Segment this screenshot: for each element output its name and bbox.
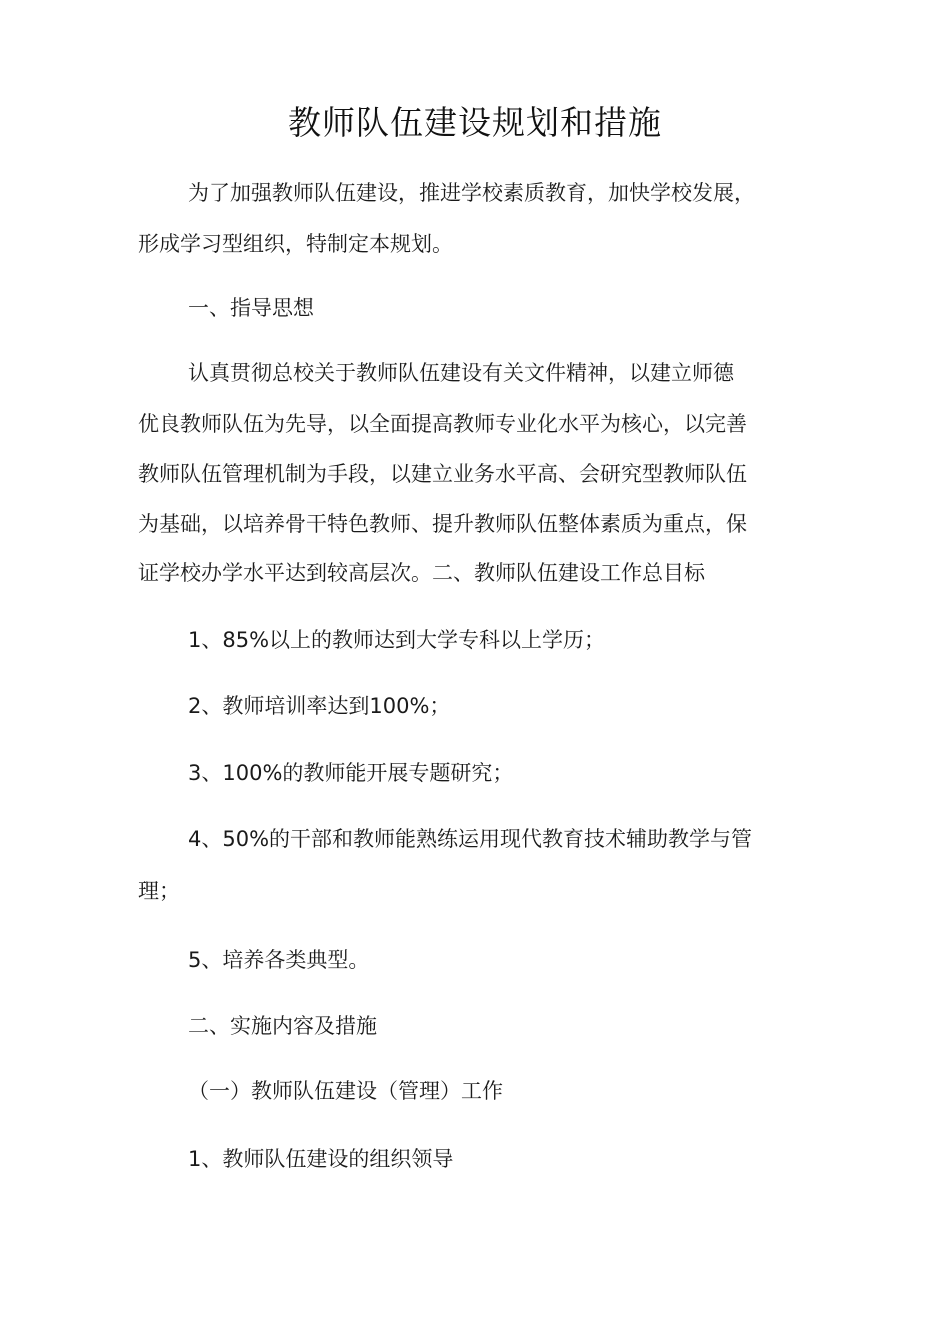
section-heading-guiding: 一、指导思想 <box>188 296 314 320</box>
guiding-line-2: 优良教师队伍为先导，以全面提高教师专业化水平为核心，以完善 <box>138 412 747 436</box>
goal-4-line-1: 4、50%的干部和教师能熟练运用现代教育技术辅助教学与管 <box>188 827 753 851</box>
section-heading-implementation: 二、实施内容及措施 <box>188 1014 377 1038</box>
goal-4-line-2: 理； <box>138 879 180 903</box>
goal-1: 1、85%以上的教师达到大学专科以上学历； <box>188 628 606 652</box>
intro-line-2: 形成学习型组织，特制定本规划。 <box>138 232 453 256</box>
guiding-line-5: 证学校办学水平达到较高层次。二、教师队伍建设工作总目标 <box>138 561 705 585</box>
goal-5: 5、培养各类典型。 <box>188 948 370 972</box>
intro-line-1: 为了加强教师队伍建设，推进学校素质教育，加快学校发展， <box>188 181 755 205</box>
guiding-line-1: 认真贯彻总校关于教师队伍建设有关文件精神，以建立师德 <box>188 361 734 385</box>
subsection-heading-management: （一）教师队伍建设（管理）工作 <box>188 1079 503 1103</box>
guiding-line-3: 教师队伍管理机制为手段，以建立业务水平高、会研究型教师队伍 <box>138 462 747 486</box>
goal-2: 2、教师培训率达到100%； <box>188 694 451 718</box>
goal-3: 3、100%的教师能开展专题研究； <box>188 761 514 785</box>
document-title: 教师队伍建设规划和措施 <box>288 103 662 142</box>
item-1: 1、教师队伍建设的组织领导 <box>188 1147 454 1171</box>
guiding-line-4: 为基础，以培养骨干特色教师、提升教师队伍整体素质为重点，保 <box>138 512 747 536</box>
